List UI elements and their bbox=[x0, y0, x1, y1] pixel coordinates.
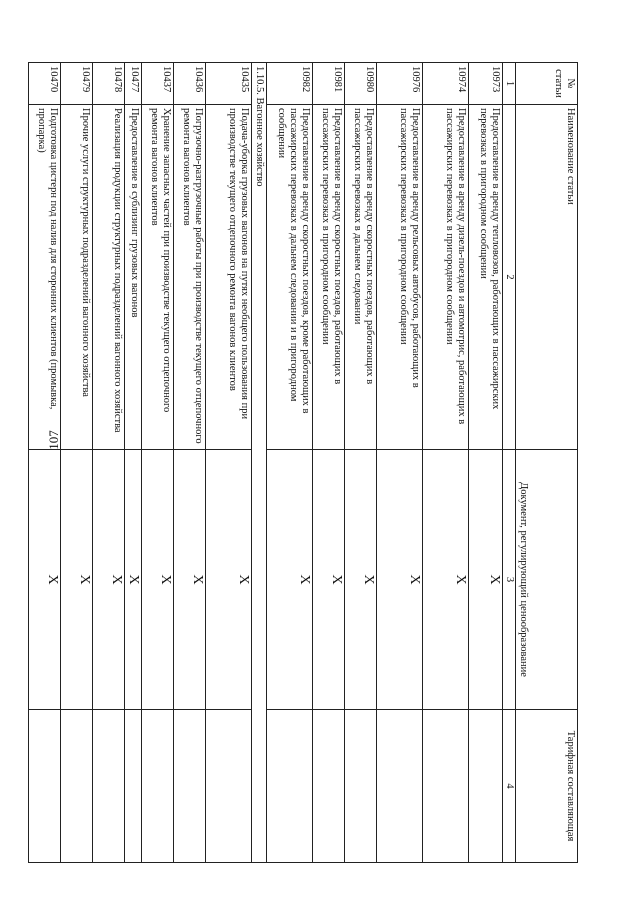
article-name: Предоставление в аренду тепловозов, работающих в пассажирских перевозках в пригородном сообщении bbox=[468, 105, 502, 450]
table-row bbox=[60, 63, 92, 863]
table-row bbox=[124, 63, 141, 863]
pricing-doc-mark: X bbox=[205, 450, 251, 710]
article-name: Прочие услуги структурных подразделений вагонного хозяйства bbox=[60, 105, 92, 450]
page-number: 107 bbox=[46, 430, 61, 450]
article-name: Предоставление в аренду скоростных поездов, работающих в пассажирских перевозках в дальнем следовании bbox=[344, 105, 376, 450]
article-name: Предоставление в аренду рельсовых автобусов, работающих в пассажирских перевозках в пригородном сообщении bbox=[376, 105, 422, 450]
table-row bbox=[266, 63, 312, 863]
tariff-cell bbox=[92, 710, 124, 863]
pricing-doc-mark: X bbox=[124, 450, 141, 710]
article-code: 10436 bbox=[173, 63, 205, 105]
tariff-cell bbox=[141, 710, 173, 863]
article-name: Предоставление в сублизинг грузовых вагонов bbox=[124, 105, 141, 450]
table-row bbox=[376, 63, 422, 863]
table-row bbox=[468, 63, 502, 863]
article-name: Погрузочно-разгрузочные работы при производстве текущего отцепочного ремонта вагонов клиентов bbox=[173, 105, 205, 450]
table-row bbox=[205, 63, 251, 863]
article-code: 10974 bbox=[422, 63, 468, 105]
pricing-doc-mark: X bbox=[468, 450, 502, 710]
article-code: 10982 bbox=[266, 63, 312, 105]
pricing-doc-mark: X bbox=[344, 450, 376, 710]
table-row bbox=[28, 63, 60, 863]
article-code: 10478 bbox=[92, 63, 124, 105]
article-code: 10437 bbox=[141, 63, 173, 105]
tariff-cell bbox=[312, 710, 344, 863]
article-code: 10981 bbox=[312, 63, 344, 105]
index-cell: 2 bbox=[502, 105, 515, 450]
header-tariff-component: Тарифная составляющая bbox=[516, 710, 578, 863]
pricing-doc-mark: X bbox=[28, 450, 60, 710]
pricing-doc-mark: X bbox=[266, 450, 312, 710]
table-row bbox=[173, 63, 205, 863]
header-article-name: Наименование статьи bbox=[516, 105, 578, 450]
pricing-doc-mark: X bbox=[173, 450, 205, 710]
pricing-doc-mark: X bbox=[141, 450, 173, 710]
tariff-cell bbox=[124, 710, 141, 863]
article-code: 10470 bbox=[28, 63, 60, 105]
article-code: 10980 bbox=[344, 63, 376, 105]
article-code: 10479 bbox=[60, 63, 92, 105]
tariff-items-table bbox=[28, 62, 578, 863]
article-name: Подготовка цистерн под налив для сторонних клиентов (промывка, пропарка) bbox=[28, 105, 60, 450]
article-name: Подача-уборка грузовых вагонов на путях необщего пользования при производстве текущего отцепочного ремонта вагонов клиентов bbox=[205, 105, 251, 450]
table-row bbox=[92, 63, 124, 863]
index-cell: 3 bbox=[502, 450, 515, 710]
tariff-cell bbox=[376, 710, 422, 863]
index-cell: 1 bbox=[502, 63, 515, 105]
article-code: 10477 bbox=[124, 63, 141, 105]
tariff-cell bbox=[422, 710, 468, 863]
table-row bbox=[141, 63, 173, 863]
article-name: Хранение запасных частей при производстве текущего отцепочного ремонта вагонов клиентов bbox=[141, 105, 173, 450]
tariff-cell bbox=[344, 710, 376, 863]
article-name: Предоставление в аренду дизель-поездов и автомотрис, работающих в пассажирских перевозках в пригородном сообщении bbox=[422, 105, 468, 450]
pricing-doc-mark: X bbox=[422, 450, 468, 710]
table-row bbox=[312, 63, 344, 863]
pricing-doc-mark: X bbox=[312, 450, 344, 710]
section-row bbox=[251, 63, 266, 863]
article-name: Реализация продукции структурных подразделений вагонного хозяйства bbox=[92, 105, 124, 450]
article-name: Предоставление в аренду скоростных поездов, кроме работающих в пассажирских перевозках в дальнем следовании и в пригородном сообщении bbox=[266, 105, 312, 450]
tariff-cell bbox=[468, 710, 502, 863]
index-cell: 4 bbox=[502, 710, 515, 863]
tariff-cell bbox=[173, 710, 205, 863]
table-row bbox=[344, 63, 376, 863]
header-article-number: № статьи bbox=[516, 63, 578, 105]
pricing-doc-mark: X bbox=[92, 450, 124, 710]
tariff-cell bbox=[205, 710, 251, 863]
tariff-cell bbox=[60, 710, 92, 863]
article-code: 10976 bbox=[376, 63, 422, 105]
table-row bbox=[422, 63, 468, 863]
tariff-cell bbox=[28, 710, 60, 863]
section-title: 1.10.5. Вагонное хозяйство bbox=[251, 63, 266, 863]
article-name: Предоставление в аренду скоростных поездов, работающих в пассажирских перевозках в пригородном сообщении bbox=[312, 105, 344, 450]
tariff-cell bbox=[266, 710, 312, 863]
pricing-doc-mark: X bbox=[376, 450, 422, 710]
header-pricing-document: Документ, регулирующий ценообразование bbox=[516, 450, 578, 710]
article-code: 10435 bbox=[205, 63, 251, 105]
pricing-doc-mark: X bbox=[60, 450, 92, 710]
article-code: 10973 bbox=[468, 63, 502, 105]
